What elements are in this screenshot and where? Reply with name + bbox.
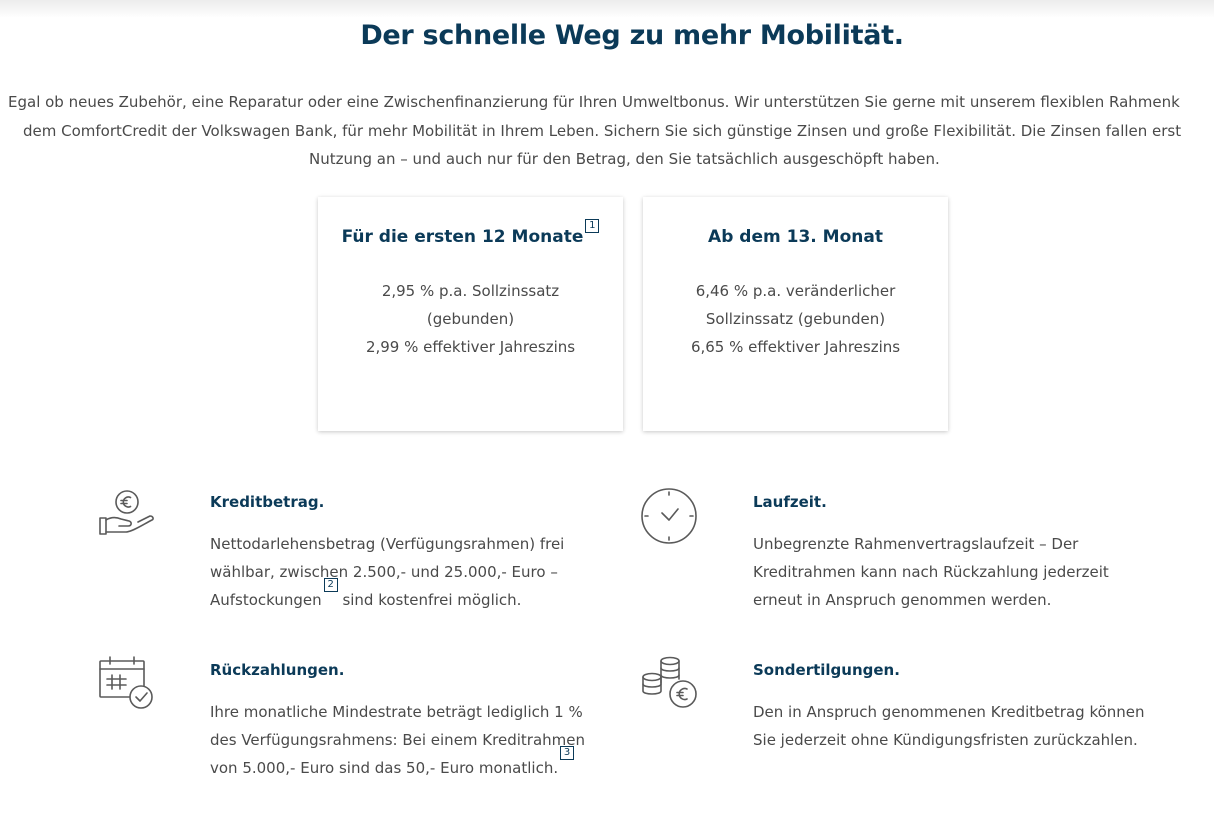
feature-line: Den in Anspruch genommenen Kreditbetrag können [753,703,1145,721]
feature-text-sondertilgungen [753,698,1145,754]
intro-paragraph [0,88,1214,174]
calendar-check-icon [96,655,158,717]
rate-line: 2,95 % p.a. Sollzinssatz [381,282,560,300]
feature-line: von 5.000,- Euro sind das 50,- Euro monatlich.3 [210,754,585,782]
rate-line: 2,99 % effektiver Jahreszins [365,338,576,356]
feature-title-laufzeit: Laufzeit. [753,493,827,511]
feature-text-kreditbetrag [210,530,564,614]
rate-card-details [318,277,623,361]
top-shadow [0,0,1214,18]
feature-text-rueckzahlungen [210,698,585,782]
feature-line: Nettodarlehensbetrag (Verfügungsrahmen) frei [210,535,565,553]
footnote-link-3[interactable]: 3 [560,746,574,760]
feature-line: erneut in Anspruch genommen werden. [753,591,1052,609]
feature-title-rueckzahlungen: Rückzahlungen. [210,661,345,679]
feature-line: Ihre monatliche Mindestrate beträgt lediglich 1 % [210,703,583,721]
coins-euro-icon [638,655,700,717]
feature-line: Kreditrahmen kann nach Rückzahlung jederzeit [753,563,1109,581]
rate-line: Sollzinssatz (gebunden) [705,310,886,328]
feature-title-kreditbetrag: Kreditbetrag. [210,493,325,511]
euro-coin-hand-icon [96,488,156,544]
page-heading: Der schnelle Weg zu mehr Mobilität. [360,20,904,51]
intro-line-3: Nutzung an – und auch nur für den Betrag, den Sie tatsächlich ausgeschöpft haben. [309,150,940,168]
rate-line: 6,46 % p.a. veränderlicher [695,282,896,300]
footnote-link-2[interactable]: 2 [324,578,338,592]
feature-text-laufzeit [753,530,1109,614]
clock-icon [640,487,698,549]
feature-line: Unbegrenzte Rahmenvertragslaufzeit – Der [753,535,1079,553]
rate-card-first-12-months [318,197,623,431]
feature-line: wählbar, zwischen 2.500,- und 25.000,- Euro – [210,563,558,581]
rate-card-details [643,277,948,361]
feature-line: Aufstockungen2 sind kostenfrei möglich. [210,579,522,609]
rate-line: 6,65 % effektiver Jahreszins [690,338,901,356]
rate-card-title: Ab dem 13. Monat [708,227,883,247]
rate-card-title: Für die ersten 12 Monate1 [342,227,600,247]
feature-title-sondertilgungen: Sondertilgungen. [753,661,900,679]
rate-line: (gebunden) [426,310,515,328]
footnote-link-1[interactable]: 1 [585,219,599,233]
rate-card-from-month-13 [643,197,948,431]
feature-line: des Verfügungsrahmens: Bei einem Kreditrahmen [210,731,585,749]
feature-line: Sie jederzeit ohne Kündigungsfristen zurückzahlen. [753,731,1138,749]
intro-line-2: dem ComfortCredit der Volkswagen Bank, für mehr Mobilität in Ihrem Leben. Sichern Sie sich günstige Zinsen und große Flexibilität. Die Zinsen fallen erst [23,121,1182,140]
intro-line-1: Egal ob neues Zubehör, eine Reparatur oder eine Zwischenfinanzierung für Ihren Umweltbonus. Wir unterstützen Sie gerne mit unserem flexiblen Rahmenk [8,93,1180,111]
